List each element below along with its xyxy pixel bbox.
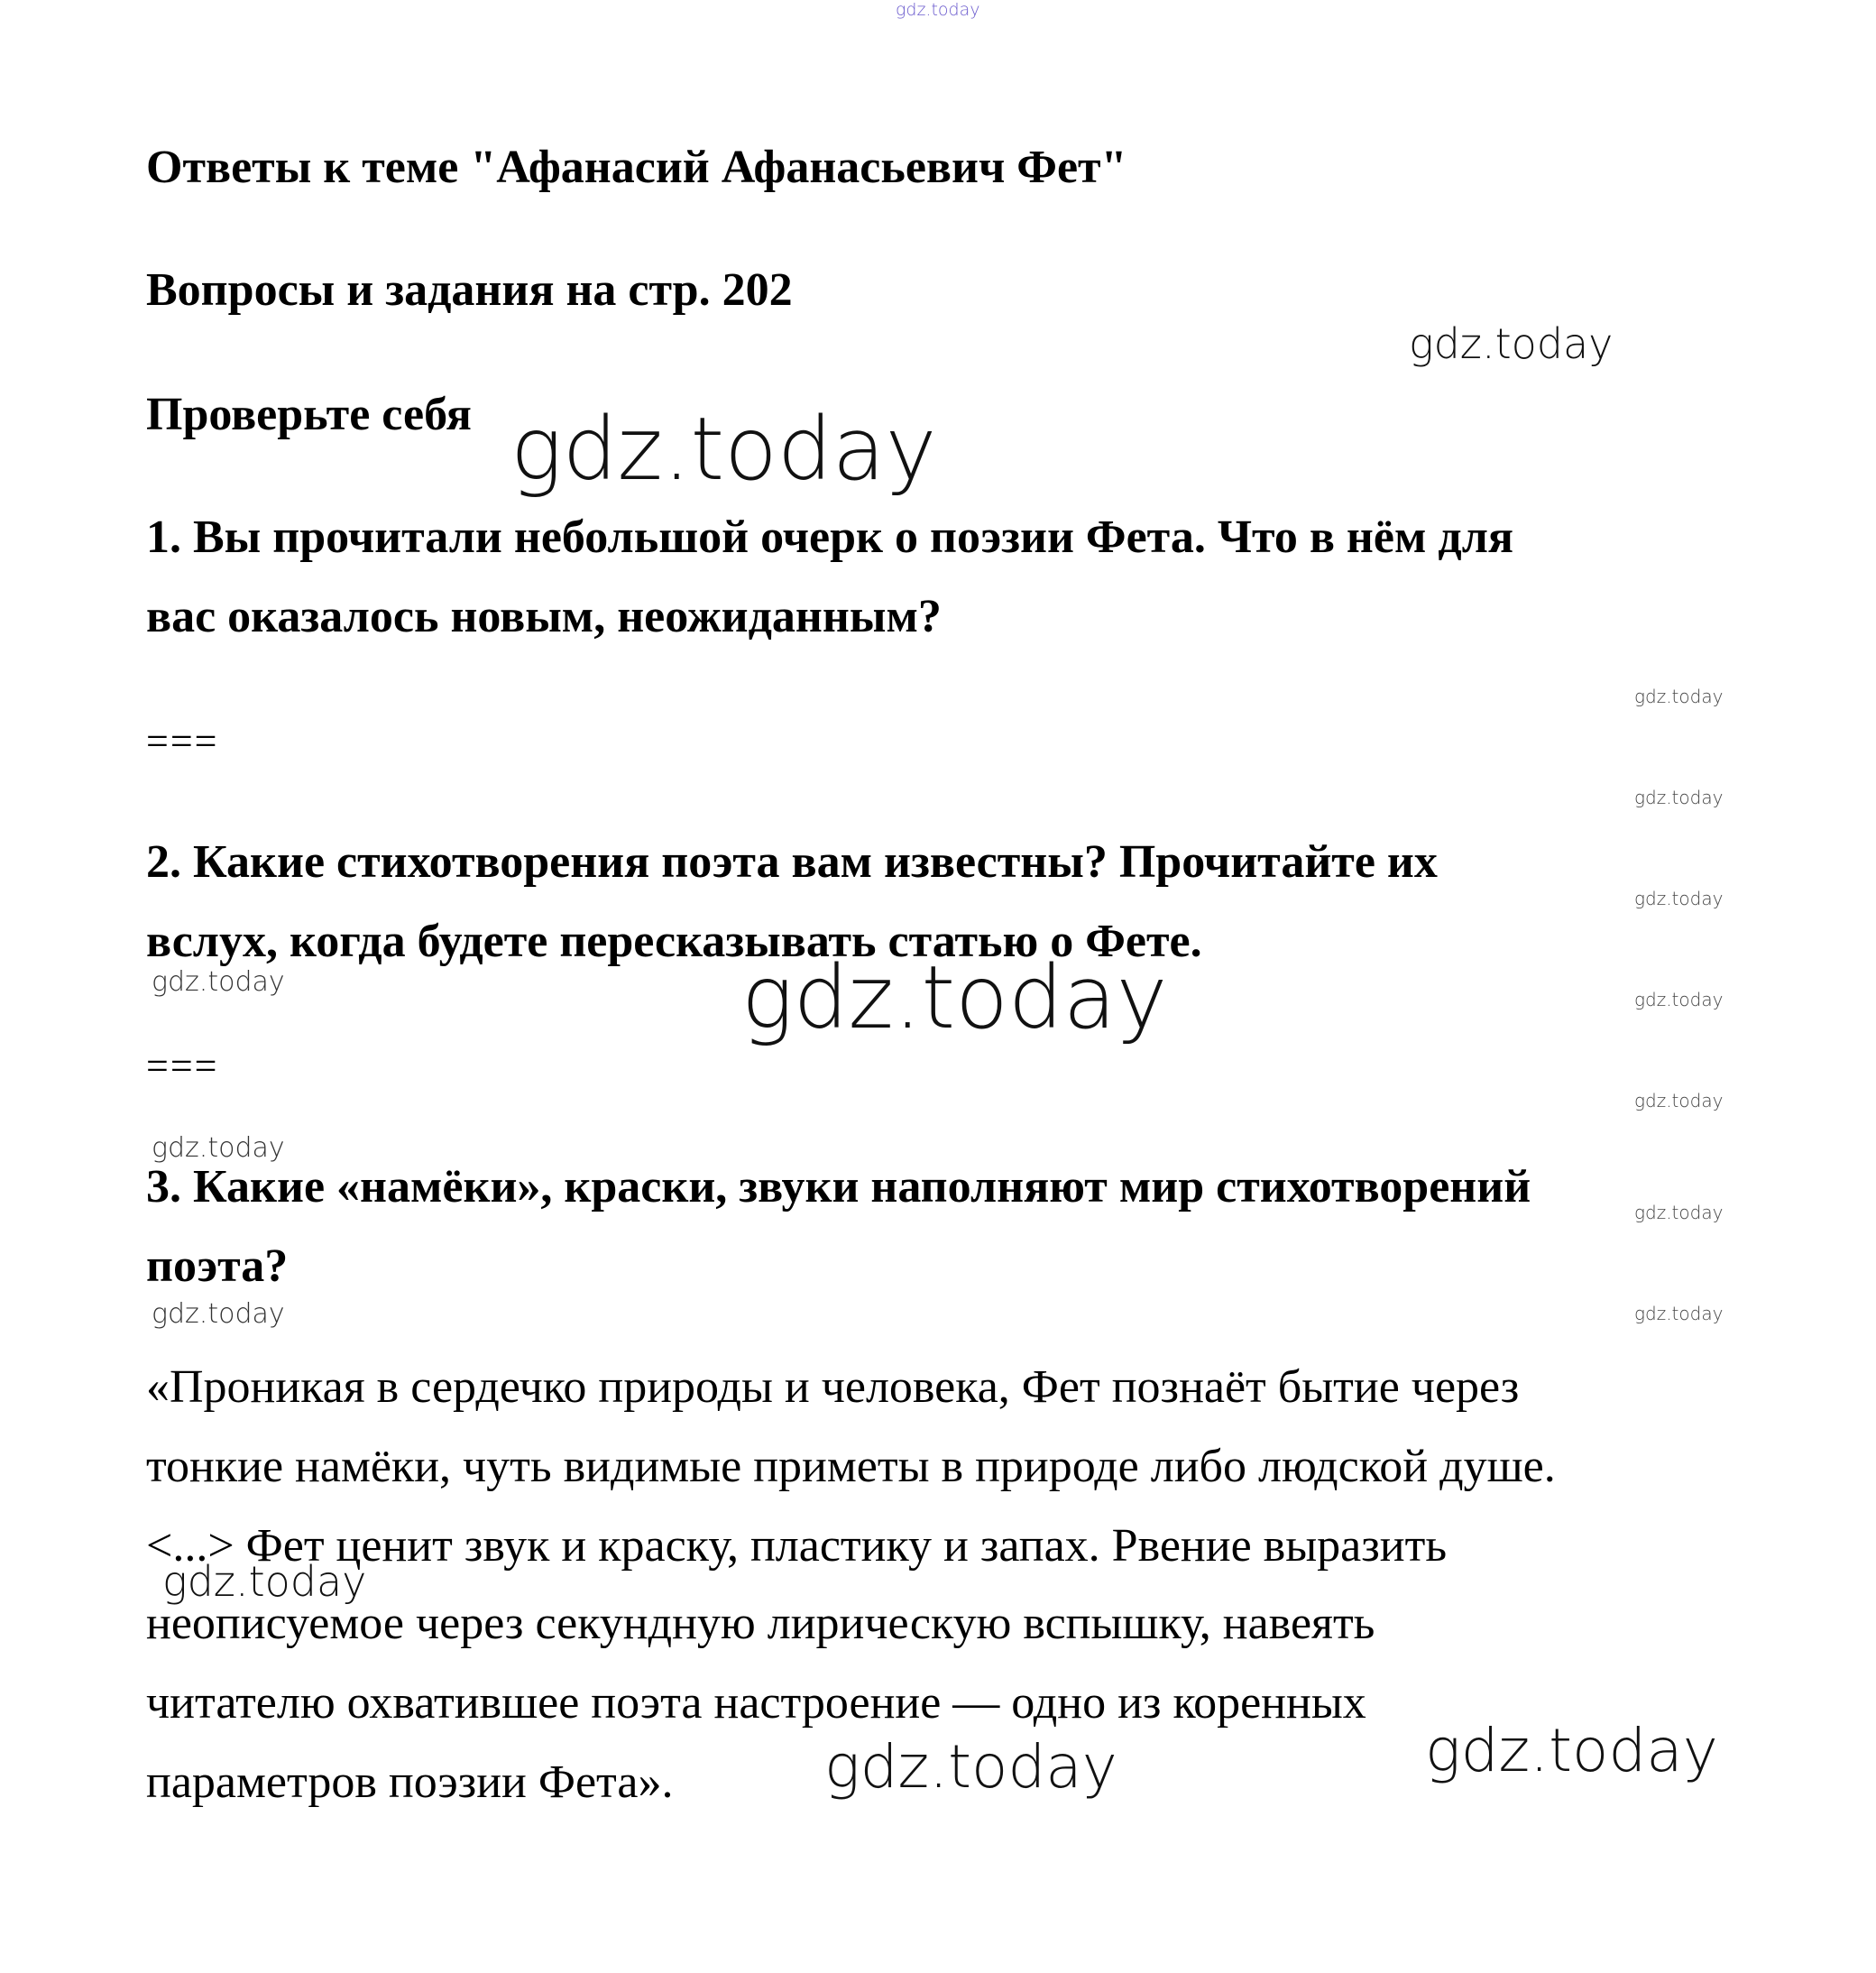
question-1-line-2: вас оказалось новым, неожиданным? [146, 591, 942, 642]
watermark: gdz.today [1634, 888, 1724, 909]
question-3-line-2: поэта? [146, 1240, 289, 1292]
watermark: gdz.today [510, 399, 937, 500]
answer-3-line-5: читателю охватившее поэта настроение — одно из коренных [146, 1677, 1366, 1729]
page-title: Ответы к теме "Афанасий Афанасьевич Фет" [146, 142, 1127, 193]
watermark: gdz.today [1634, 1090, 1724, 1111]
watermark: gdz.today [896, 0, 980, 20]
question-2-line-2: вслух, когда будете пересказывать статью о Фете. [146, 916, 1202, 967]
watermark: gdz.today [1634, 686, 1724, 707]
watermark: gdz.today [1634, 787, 1724, 808]
subtitle: Вопросы и задания на стр. 202 [146, 264, 793, 316]
watermark: gdz.today [824, 1732, 1117, 1802]
answer-2-separator: === [146, 1044, 219, 1088]
answer-3-line-2: тонкие намёки, чуть видимые приметы в природе либо людской душе. [146, 1441, 1556, 1492]
question-2-line-1: 2. Какие стихотворения поэта вам известны? Прочитайте их [146, 836, 1438, 888]
watermark: gdz.today [1634, 989, 1724, 1010]
section-heading: Проверьте себя [146, 389, 472, 440]
answer-3-line-4: неописуемое через секундную лирическую вспышку, навеять [146, 1598, 1375, 1649]
answer-1-separator: === [146, 719, 219, 763]
watermark: gdz.today [162, 1557, 367, 1606]
question-1-line-1: 1. Вы прочитали небольшой очерк о поэзии Фета. Что в нём для [146, 512, 1513, 563]
watermark: gdz.today [152, 966, 285, 998]
answer-3-line-1: «Проникая в сердечко природы и человека, Фет познаёт бытие через [146, 1361, 1520, 1413]
watermark: gdz.today [1634, 1303, 1724, 1324]
watermark: gdz.today [1425, 1716, 1718, 1785]
answer-3-line-6: параметров поэзии Фета». [146, 1756, 674, 1808]
watermark: gdz.today [741, 947, 1168, 1048]
question-3-line-1: 3. Какие «намёки», краски, звуки наполняют мир стихотворений [146, 1161, 1531, 1212]
watermark: gdz.today [1409, 319, 1614, 368]
watermark: gdz.today [152, 1298, 285, 1330]
watermark: gdz.today [1634, 1202, 1724, 1223]
answer-3-line-3: <...> Фет ценит звук и краску, пластику и запах. Рвение выразить [146, 1520, 1448, 1572]
watermark: gdz.today [152, 1132, 285, 1164]
